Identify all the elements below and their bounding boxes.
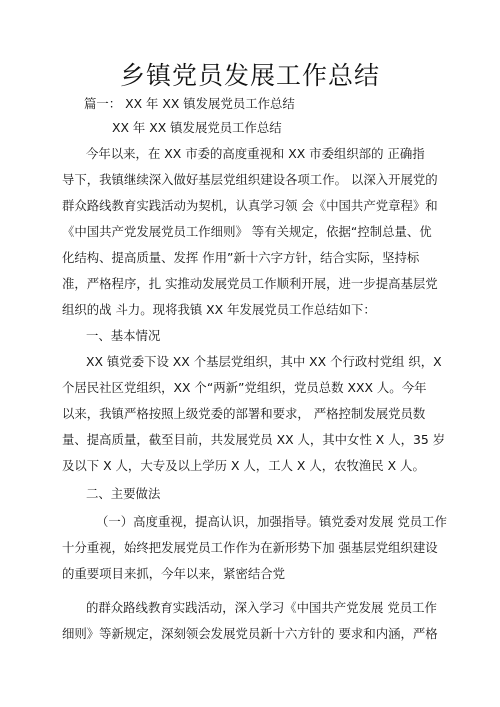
paragraph-line: 以来，我镇严格按照上级党委的部署和要求， 严格控制发展党员数 <box>62 406 426 421</box>
paragraph-line: 今年以来，在 XX 市委的高度重视和 XX 市委组织部的 正确指 <box>86 146 425 161</box>
paragraph-line: 群众路线教育实践活动为契机，认真学习领 会《中国共产党章程》和 <box>62 198 438 213</box>
paragraph-line: 及以下 X 人，大专及以上学历 X 人，工人 X 人，农牧渔民 X 人。 <box>62 458 425 473</box>
paragraph-line: （一）高度重视，提高认识，加强指导。镇党委对发展 党员工作 <box>96 514 447 529</box>
paragraph-line: 组织的战 斗力。现将我镇 XX 年发展党员工作总结如下： <box>62 302 376 317</box>
paragraph-line: 的群众路线教育实践活动，深入学习《中国共产党发展 党员工作 <box>86 600 437 615</box>
paragraph-line: 导下，我镇继续深入做好基层党组织建设各项工作。 以深入开展党的 <box>62 172 438 187</box>
paragraph-line: 准，严格程序，扎 实推动发展党员工作顺利开展，进一步提高基层党 <box>62 276 438 291</box>
paragraph-line: 《中国共产党发展党员工作细则》 等有关规定，依据“控制总量、优 <box>62 224 432 239</box>
paragraph-line: 化结构、提高质量、发挥 作用”新十六字方针，结合实际，坚持标 <box>62 250 420 265</box>
paragraph-line: 个居民社区党组织，XX 个“两新”党组织，党员总数 XXX 人。今年 <box>62 380 427 395</box>
paragraph-line: 细则》等新规定，深刻领会发展党员新十六方针的 要求和内涵，严格 <box>62 626 438 641</box>
section-heading-basic: 一、基本情况 <box>86 328 161 343</box>
section-heading-part-one: 篇一： XX 年 XX 镇发展党员工作总结 <box>84 96 295 111</box>
paragraph-line: 的重要项目来抓，今年以来，紧密结合党 <box>62 566 286 581</box>
document-title: 乡镇党员发展工作总结 <box>119 61 380 90</box>
paragraph-line: XX 镇党委下设 XX 个基层党组织，其中 XX 个行政村党组 织，X <box>86 354 442 369</box>
section-heading-methods: 二、主要做法 <box>86 486 161 501</box>
paragraph-line: 量、提高质量，截至目前，共发展党员 XX 人，其中女性 X 人，35 岁 <box>62 432 446 447</box>
paragraph-line: 十分重视，始终把发展党员工作作为在新形势下加 强基层党组织建设 <box>62 540 438 555</box>
subtitle-line: XX 年 XX 镇发展党员工作总结 <box>112 120 282 135</box>
